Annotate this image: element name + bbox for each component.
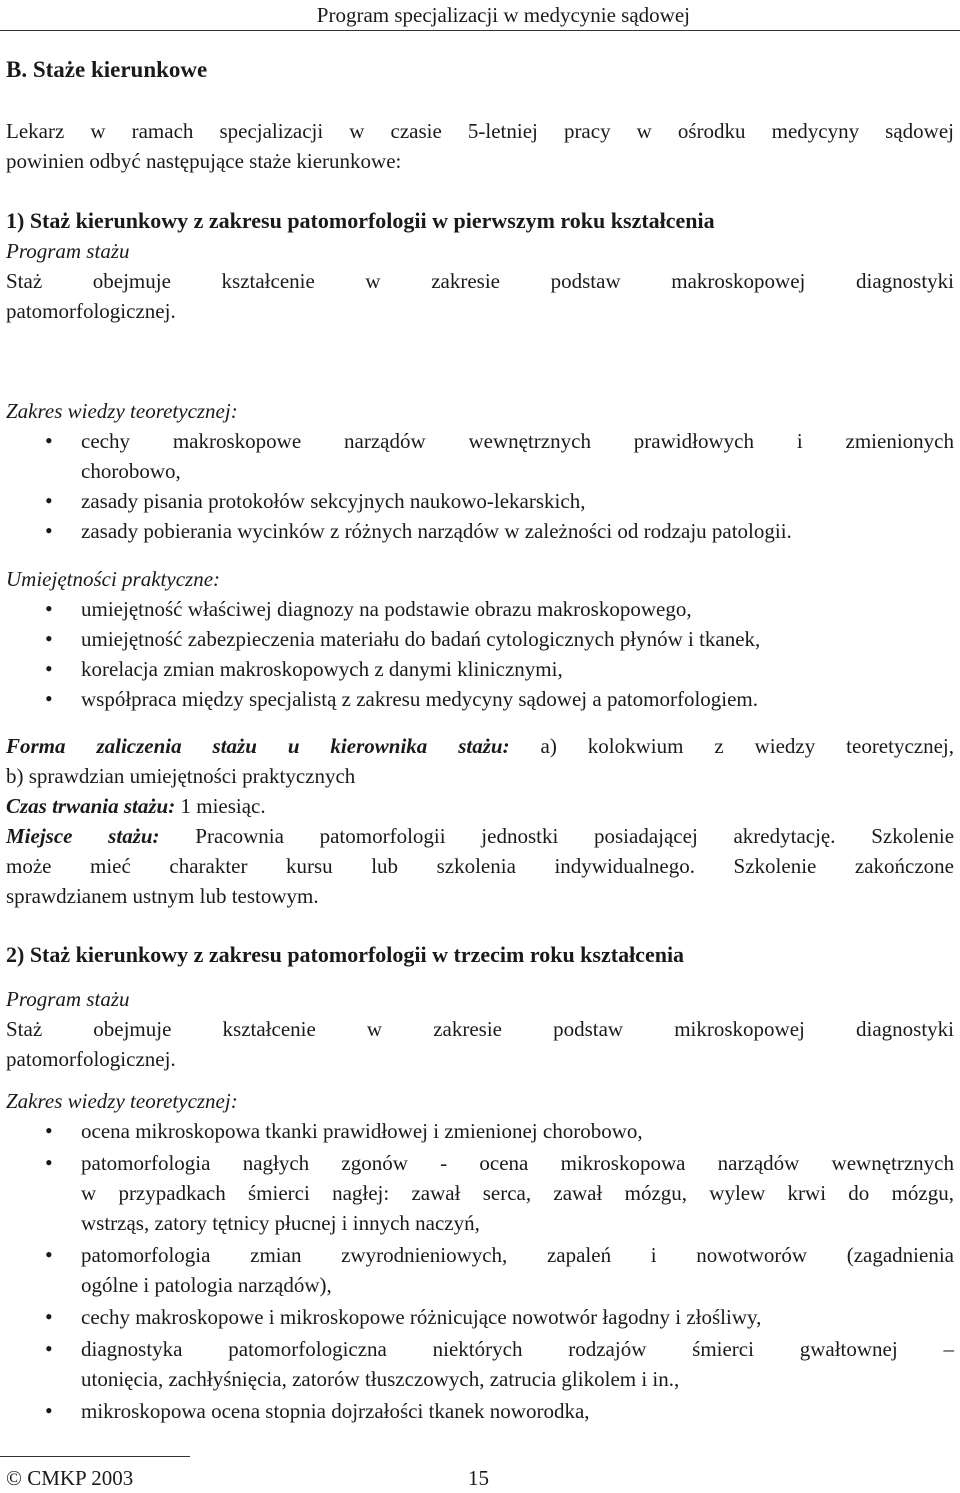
internship-1-skills [6,564,954,714]
assessment-label: Forma zaliczenia stażu u kierownika stażu: [6,734,510,758]
assessment-line-1 [6,731,954,761]
internship-2-program-label: Program stażu [6,987,130,1011]
list-item: • zasady pisania protokołów sekcyjnych naukowo-lekarskich, [6,486,954,516]
list-item: • umiejętność zabezpieczenia materiału do badań cytologicznych płynów i tkanek, [6,624,954,654]
internship-2-section [6,940,954,1074]
footer-copyright: © CMKP 2003 [6,1466,134,1490]
internship-1-skills-label: Umiejętności praktyczne: [6,567,221,591]
list-item: • ocena mikroskopowa tkanki prawidłowej i zmienionej chorobowo, [6,1116,954,1146]
list-item: • mikroskopowa ocena stopnia dojrzałości tkanek noworodka, [6,1396,954,1426]
internship-2-program-line-1: Staż obejmuje kształcenie w zakresie podstaw mikroskopowej diagnostyki [6,1017,954,1041]
internship-2-knowledge [6,1086,954,1426]
list-item: • cechy makroskopowe i mikroskopowe różnicujące nowotwór łagodny i złośliwy, [6,1302,954,1332]
internship-1-skills-list [6,594,954,714]
page-number: 15 [468,1466,489,1490]
internship-1-program-line-2: patomorfologicznej. [6,299,176,323]
list-item: • korelacja zmian makroskopowych z danymi klinicznymi, [6,654,954,684]
duration-label: Czas trwania stażu: [6,794,176,818]
footer-rule [0,1456,190,1457]
internship-2-knowledge-list [6,1116,954,1426]
duration-line [6,791,954,821]
internship-1-program-label: Program stażu [6,239,130,263]
internship-1-knowledge-list [6,426,954,546]
internship-2-knowledge-label: Zakres wiedzy teoretycznej: [6,1089,238,1113]
list-item: • patomorfologia zmian zwyrodnieniowych, zapaleń i nowotworów (zagadnienia ogólne i patologia narządów), [6,1240,954,1300]
list-item: • współpraca między specjalistą z zakresu medycyny sądowej a patomorfologiem. [6,684,954,714]
place-text-1: Pracownia patomorfologii jednostki posiadającej akredytację. Szkolenie [195,824,955,848]
intro-paragraph [6,116,954,176]
list-item: • umiejętność właściwej diagnozy na podstawie obrazu makroskopowego, [6,594,954,624]
list-item: • cechy makroskopowe narządów wewnętrznych prawidłowych i zmienionych chorobowo, [6,426,954,486]
intro-line-2: powinien odbyć następujące staże kierunkowe: [6,149,402,173]
running-header: Program specjalizacji w medycynie sądowej [316,3,690,27]
internship-1-heading: 1) Staż kierunkowy z zakresu patomorfologii w pierwszym roku kształcenia [6,208,715,233]
internship-2-heading: 2) Staż kierunkowy z zakresu patomorfologii w trzecim roku kształcenia [6,942,685,967]
internship-1-program-line-1: Staż obejmuje kształcenie w zakresie podstaw makroskopowej diagnostyki [6,269,954,293]
internship-1-knowledge [6,396,954,546]
internship-1-details [6,731,954,911]
internship-1-knowledge-label: Zakres wiedzy teoretycznej: [6,399,238,423]
duration-value: 1 miesiąc. [180,794,266,818]
place-line-1 [6,821,954,851]
section-title: B. Staże kierunkowe [6,57,208,82]
intro-line-1: Lekarz w ramach specjalizacji w czasie 5-letniej pracy w ośrodku medycyny sądowej [6,119,954,143]
list-item: • zasady pobierania wycinków z różnych narządów w zależności od rodzaju patologii. [6,516,954,546]
assessment-text-1: a) kolokwium z wiedzy teoretycznej, [540,734,955,758]
list-item: • patomorfologia nagłych zgonów - ocena mikroskopowa narządów wewnętrznych w przypadkach śmierci nagłej: zawał serca, zawał mózgu, wylew krwi do mózgu, wstrząs, zatory tętnicy płucnej i innych naczyń, [6,1148,954,1238]
place-line-3: sprawdzianem ustnym lub testowym. [6,884,319,908]
place-label: Miejsce stażu: [6,824,160,848]
assessment-text-2: b) sprawdzian umiejętności praktycznych [6,764,356,788]
place-line-2: może mieć charakter kursu lub szkolenia indywidualnego. Szkolenie zakończone [6,854,954,878]
list-item: • diagnostyka patomorfologiczna niektórych rodzajów śmierci gwałtownej – utonięcia, zachłyśnięcia, zatorów tłuszczowych, zatrucia glikolem i in., [6,1334,954,1394]
internship-2-program-line-2: patomorfologicznej. [6,1047,176,1071]
header-rule [0,30,960,31]
internship-1-section [6,206,954,326]
